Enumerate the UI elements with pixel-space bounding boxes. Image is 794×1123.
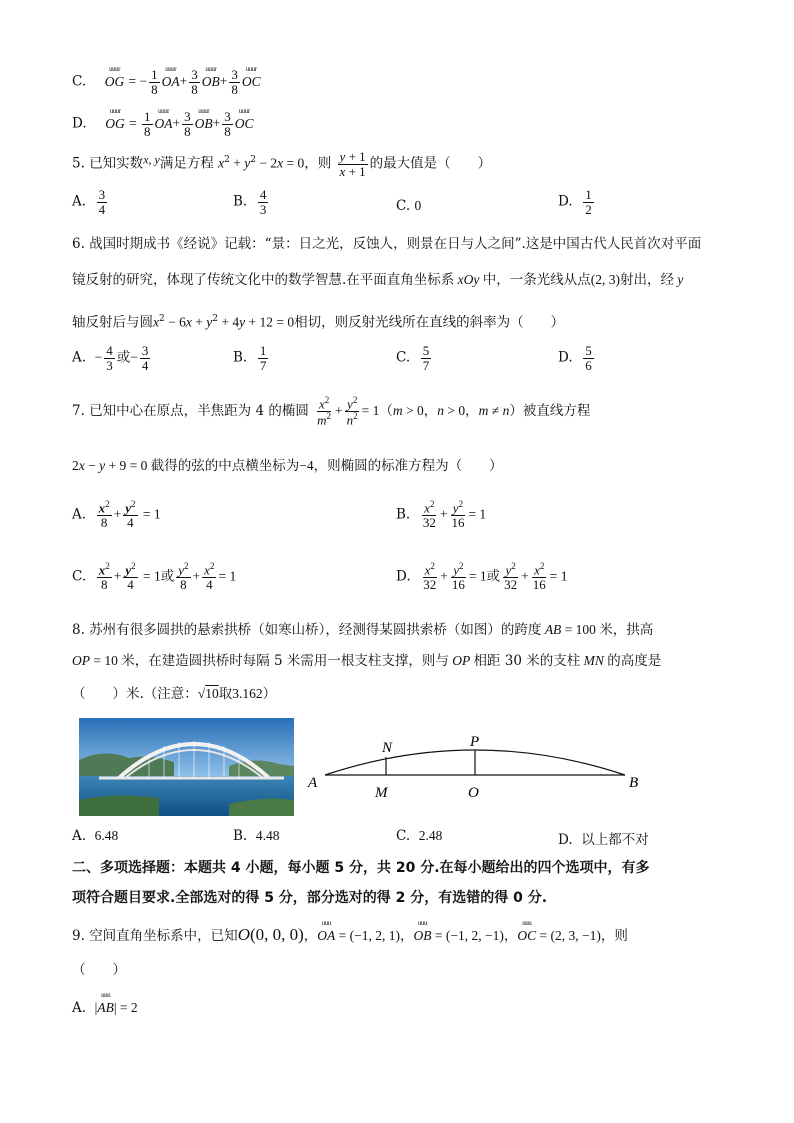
bridge-photo (79, 718, 294, 816)
q9-stem: 9. 空间直角坐标系中，已知O(0, 0, 0)，uuu OA = (−1, 2, 1)，uuu OB = (−1, 2, −1)，uuu OC = (2, 3, −1)，则 (72, 925, 628, 945)
q8-text: 米，在建造圆拱桥时每隔 5 米需用一根支柱支撑，则与 (121, 653, 449, 669)
question-number: 8. (72, 622, 85, 638)
question-number: 7. (72, 402, 85, 419)
q8-line3: （ ）米.（注意：√10取3.162） (72, 686, 277, 702)
label-m: M (375, 785, 388, 801)
q9-text: 空间直角坐标系中，已知 (89, 928, 238, 944)
vector-oc: uuur OC (235, 116, 254, 132)
label-o: O (468, 785, 479, 801)
q5-text: 满足方程 (159, 155, 214, 172)
q6-text: 相切，则反射光线所在直线的斜率为（ ） (294, 314, 565, 331)
q6-line1 (72, 236, 701, 252)
label-p: P (470, 734, 480, 750)
q6-option-b: B. $\frac{1}{7}$ (233, 343, 267, 373)
q7-text: 被直线方程 (522, 402, 591, 419)
q6-text: 镜反射的研究，体现了传统文化中的数学智慧.在平面直角坐标系 (72, 272, 455, 288)
q4-option-d: D. uuur OG = $\frac{1}{8}$ uuur OA+ $\frac{3}{8}$ uuur OB+ $\frac{3}{8}$ uuur OC (72, 110, 254, 138)
q6-line2: 镜反射的研究，体现了传统文化中的数学智慧.在平面直角坐标系 xOy 中，一条光线从点(2, 3)射出，经 y (72, 272, 684, 288)
q8-option-c: C. 2.48 (396, 828, 443, 844)
q6-option-c: C. $\frac{5}{7}$ (396, 343, 430, 373)
q6-text: 战国时期成书《经说》记载：“景：日之光，反蚀人，则景在日与人之间”.这是中国古代人民首次对平面 (89, 236, 702, 252)
arch-diagram (300, 725, 660, 810)
label-a: A (308, 775, 318, 791)
section2-heading-line2: 项符合题目要求.全部选对的得 5 分，部分选对的得 2 分，有选错的得 0 分. (72, 890, 548, 906)
q7-option-c: C. $\frac{x^2}{8}$ + $\frac{y^2}{4}$ = 1或 $\frac{y^2}{8}$ + $\frac{x^2}{4}$ = 1 (72, 561, 237, 592)
label-b: B (629, 775, 639, 791)
vector-oa: uuur OA (155, 116, 173, 132)
option-label: C. (72, 73, 87, 90)
q6-line3: 轴反射后与圆$x^2 - 6x + y^2 + 4y + 12 = 0$相切，则反射光线所在直线的斜率为（ ） (72, 314, 565, 331)
label-n: N (382, 740, 393, 756)
q7-option-a: A. $\frac{x^2}{8}$ + $\frac{y^2}{4}$ = 1 (72, 499, 161, 530)
q7-line1: 7. 已知中心在原点，半焦距为 4 的椭圆 $\frac{x^2}{m^2}$ + $\frac{y^2}{n^2}$ = 1（m > 0，n > 0，m ≠ n）被直线方程 (72, 395, 591, 428)
vector-oc: uuur OC (242, 74, 261, 90)
q8-text: 的高度是 (607, 653, 662, 669)
q9-text: ，则 (600, 928, 628, 944)
question-number: 5. (72, 155, 85, 172)
vector-og: uuur OG (105, 74, 125, 90)
q8-line2: OP = 10 米，在建造圆拱桥时每隔 5 米需用一根支柱支撑，则与 OP 相距 30 米的支柱 MN 的高度是 (72, 653, 662, 669)
q8-text: 相距 30 米的支柱 (473, 653, 581, 669)
q7-text: 已知中心在原点，半焦距为 4 的椭圆 (89, 402, 309, 419)
q4-option-c: C. uuur OG = − $\frac{1}{8}$ uuur OA+ $\frac{3}{8}$ uuur OB+ $\frac{3}{8}$ uuur OC (72, 68, 261, 96)
q7-option-d: D. $\frac{x^2}{32}$ + $\frac{y^2}{16}$ = 1或 $\frac{y^2}{32}$ + $\frac{x^2}{16}$ = 1 (396, 561, 568, 592)
option-label: D. (72, 115, 87, 132)
vector-ob: uuur OB (202, 74, 220, 90)
q5-option-c: C. 0 (396, 198, 422, 214)
q5-text: 的最大值是（ ） (369, 155, 492, 172)
q7-text: 截得的弦的中点横坐标为 (150, 458, 300, 474)
q6-option-d: D. $\frac{5}{6}$ (558, 343, 592, 373)
q5-option-b: B. $\frac{4}{3}$ (233, 187, 267, 217)
q5-text: ，则 (304, 155, 332, 172)
q5-text: 已知实数 (89, 155, 144, 172)
q8-text: 苏州有很多圆拱的悬索拱桥（如寒山桥），经测得某圆拱索桥（如图）的跨度 (89, 622, 542, 638)
q8-option-d: D. 以上都不对 (558, 832, 649, 848)
q8-option-a: A. 6.48 (72, 828, 119, 844)
vector-og: uuur OG (105, 116, 125, 132)
q8-text: 米，拱高 (599, 622, 654, 638)
q9-paren: （ ） (72, 962, 126, 978)
vector-ob: uuur OB (195, 116, 213, 132)
q8-text: 取 (218, 686, 233, 702)
q7-option-b: B. $\frac{x^2}{32}$ + $\frac{y^2}{16}$ = 1 (396, 499, 487, 530)
question-number: 9. (72, 928, 85, 944)
q8-text: （ ）米.（注意： (72, 686, 198, 702)
section2-heading-line1: 二、多项选择题：本题共 4 小题，每小题 5 分，共 20 分.在每小题给出的四个选项中，有多 (72, 860, 650, 876)
q9-option-a: A. |uuu AB| = 2 (72, 1000, 138, 1016)
q7-text: ，则椭圆的标准方程为（ ） (313, 458, 503, 474)
vector-oa: uuur OA (162, 74, 180, 90)
q8-line1: 8. 苏州有很多圆拱的悬索拱桥（如寒山桥），经测得某圆拱索桥（如图）的跨度 AB = 100 米，拱高 (72, 622, 654, 638)
q6-text: 轴反射后与圆 (72, 314, 153, 331)
q6-option-a: A. − $\frac{4}{3}$ 或− $\frac{3}{4}$ (72, 343, 149, 373)
q6-text: 中，一条光线从点 (482, 272, 591, 288)
q8-text: ） (262, 686, 277, 702)
q8-option-b: B. 4.48 (233, 828, 280, 844)
question-number: 6. (72, 236, 85, 252)
q5-stem: 5. 已知实数x, y满足方程 $x^2 + y^2 - 2x = 0$，则 $\frac{y + 1}{x + 1}$ 的最大值是（ ） (72, 149, 492, 179)
q6-text: 射出，经 (620, 272, 675, 288)
q7-line2: 2x − y + 9 = 0 截得的弦的中点横坐标为−4，则椭圆的标准方程为（ ） (72, 458, 503, 474)
q5-option-a: A. $\frac{3}{4}$ (72, 187, 106, 217)
q5-option-d: D. $\frac{1}{2}$ (558, 187, 592, 217)
